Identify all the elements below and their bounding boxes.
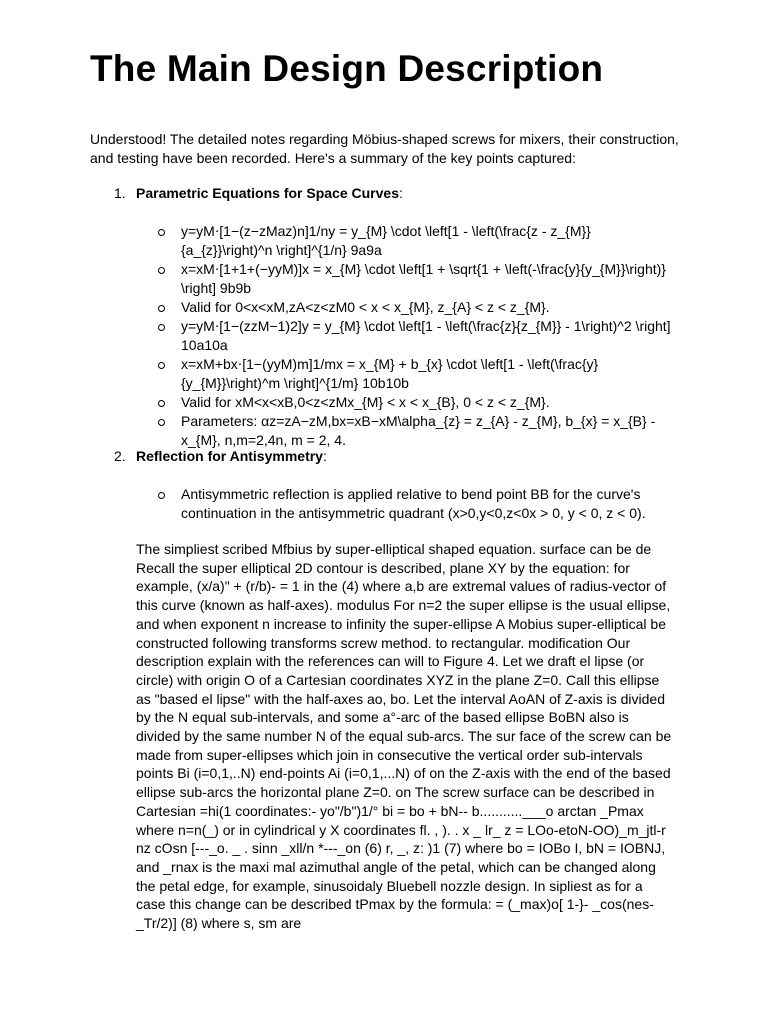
section-2-number: 2. (114, 448, 126, 464)
section-2-title (136, 447, 327, 466)
list-item-text: x=xM+bx⋅[1−(yyM)m]1/mx = x_{M} + b_{x} \cdot \left[1 - \left(\frac{y}{y_{M}}\right)^m \right]^{1/m} 10b10b (181, 356, 599, 391)
hollow-bullet-icon (158, 229, 165, 236)
list-item-text: y=yM⋅[1−(zzM−1)2]y = y_{M} \cdot \left[1 - \left(\frac{z}{z_{M}} - 1\right)^2 \right] 10a10a (181, 318, 671, 353)
section-1-title-colon: : (399, 185, 403, 201)
list-item-text: Valid for xM<x<xB,0<z<zMx_{M} < x < x_{B}, 0 < z < z_{M}. (181, 394, 550, 410)
list-item-text: Parameters: αz=zA−zM,bx=xB−xM\alpha_{z} = z_{A} - z_{M}, b_{x} = x_{B} - x_{M}, n,m=2,4n, m = 2, 4. (181, 413, 656, 448)
hollow-bullet-icon (158, 400, 165, 407)
hollow-bullet-icon (158, 324, 165, 331)
list-item-text: y=yM⋅[1−(z−zMaz)n]1/ny = y_{M} \cdot \left[1 - \left(\frac{z - z_{M}}{a_{z}}\right)^n \right]^{1/n} 9a9a (181, 223, 591, 258)
section-2-bullet-list (0, 485, 768, 523)
list-item-text: Valid for 0<x<xM,zA<z<zM0 < x < x_{M}, z_{A} < z < z_{M}. (181, 299, 550, 315)
section-1-number: 1. (114, 185, 126, 201)
list-item (0, 317, 679, 355)
hollow-bullet-icon (158, 362, 165, 369)
list-item (0, 298, 679, 317)
list-item (0, 260, 679, 298)
list-item-text: x=xM⋅[1+1+(−yyM)]x = x_{M} \cdot \left[1 + \sqrt{1 + \left(-\frac{y}{y_{M}}\right)} \right] 9b9b (181, 261, 666, 296)
list-item (0, 393, 679, 412)
section-1-title (136, 184, 403, 203)
hollow-bullet-icon (158, 267, 165, 274)
list-item (0, 485, 679, 523)
hollow-bullet-icon (158, 492, 165, 499)
intro-paragraph: Understood! The detailed notes regarding Möbius-shaped screws for mixers, their construction, and testing have been recorded. Here's a summary of the key points captured: (90, 131, 679, 166)
list-item-text: Antisymmetric reflection is applied relative to bend point BB for the curve's continuation in the antisymmetric quadrant (x>0,y<0,z<0x > 0, y < 0, z < 0). (181, 486, 646, 521)
list-item (0, 355, 679, 393)
list-item (0, 412, 679, 450)
body-paragraph: The simpliest scribed Mfbius by super-elliptical shaped equation. surface can be de Recall the super elliptical 2D contour is described, plane XY by the equation: for example, (x/a)" + (r/b)- = 1 in the (4) where a,b are extremal values of radius-vector of this curve (known as half-axes). modulus For n=2 the super ellipse is the usual ellipse, and when exponent n increase to infinity the super-ellipse A Mobius super-elliptical be constructed following transforms screw method. to rectangular. modification Our description explain with the references can will to Figure 4. Let we draft el lipse (or circle) with origin O of a Cartesian coordinates XYZ in the plane Z=0. Call this ellipse as "based el lipse" with the half-axes ao, bo. Let the interval AoAN of Z-axis is divided by the N equal sub-intervals, and some a°-arc of the based ellipse BoBN also is divided by the same number N of the equal sub-arcs. The sur face of the screw can be made from super-ellipses which join in consecutive the vertical order sub-intervals points Bi (i=0,1,..N) end-points Ai (i=0,1,...N) of on the Z-axis with the end of the based ellipse sub-arcs the horizontal plane Z=0. on The screw surface can be described in Cartesian =hi(1 coordinates:- yo"/b")1/° bi = bo + bN-- b...........___o arctan _Pmax where n=n(_) or in cylindrical y X coordinates fl. , ). . x _ lr_ z = LOo-etoN-OO)_m_jtl-r nz cOsn [---_o. _ . sinn _xll/n *---_on (6) r, _, z: )1 (7) where bo = IOBo I, bN = IOBNJ, and _rnax is the maxi mal azimuthal angle of the petal, which can be changed along the petal edge, for example, sinusoidaly Bluebell nozzle design. In sipliest as for a case this change can be described tPmax by the formula: = (_max)o[ 1-}- _cos(nes-_Tr/2)] (8) where s, sm are (136, 541, 672, 932)
section-1-title-text: Parametric Equations for Space Curves (136, 185, 399, 201)
page-title: The Main Design Description (90, 48, 604, 89)
section-2-title-colon: : (322, 448, 327, 464)
section-1-bullet-list (0, 222, 768, 450)
section-2-title-text: Reflection for Antisymmetry (136, 448, 323, 464)
list-item (0, 222, 679, 260)
hollow-bullet-icon (158, 419, 165, 426)
hollow-bullet-icon (158, 305, 165, 312)
